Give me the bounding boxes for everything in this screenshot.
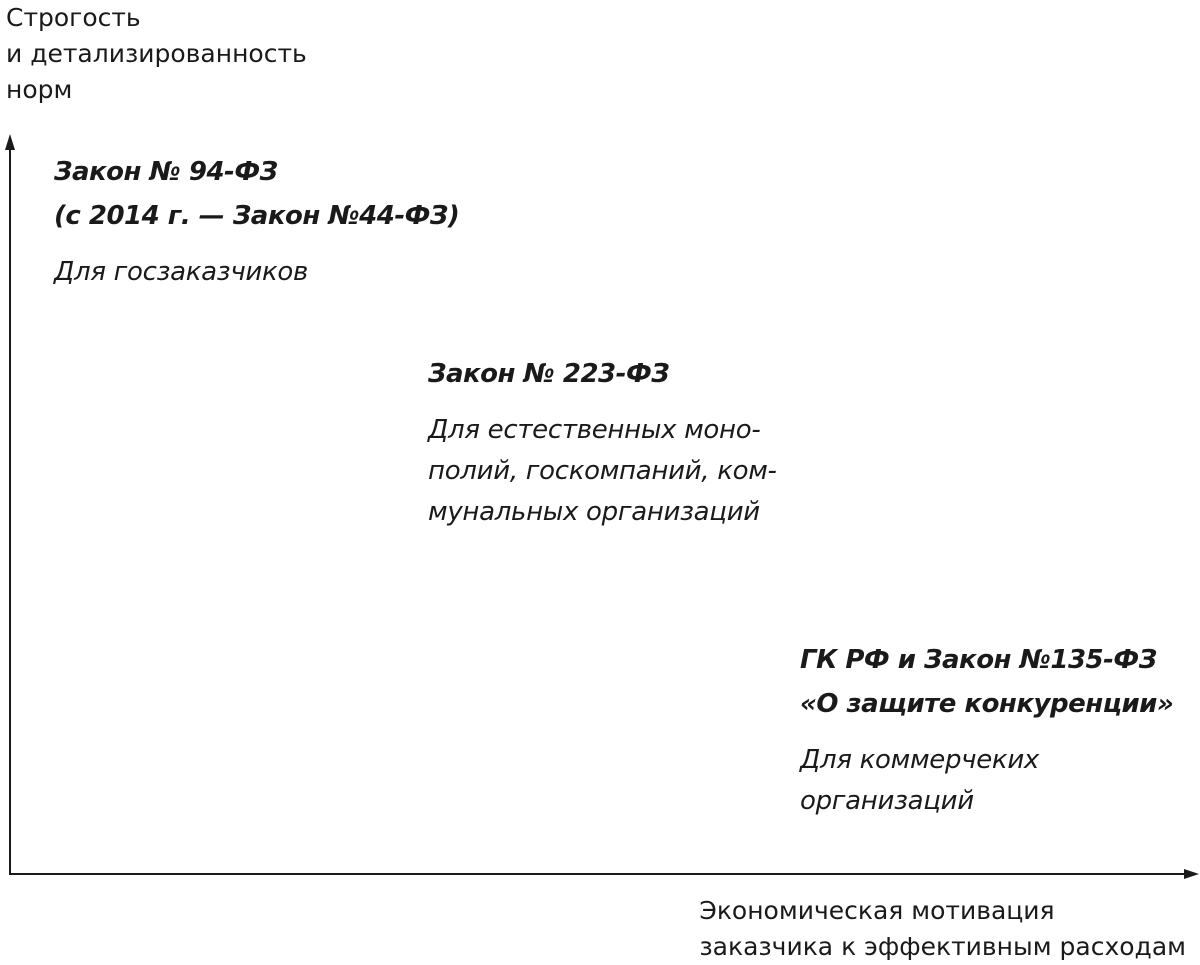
law-block-94fz [54, 150, 459, 293]
y-axis-label-line: норм [6, 75, 73, 104]
law-block-title-line: ГК РФ и Закон №135-ФЗ [800, 645, 1157, 675]
y-axis-label [6, 0, 307, 108]
y-axis-arrow [5, 134, 15, 150]
law-block-title-line: Закон № 223-ФЗ [428, 359, 670, 389]
law-block-title [800, 638, 1173, 726]
law-block-223fz [428, 352, 777, 533]
x-axis-label-line: Экономическая мотивация [699, 896, 1055, 925]
x-axis-label [699, 893, 1186, 965]
law-block-description [800, 740, 1173, 822]
law-block-description-line: мунальных организаций [428, 497, 760, 527]
x-axis-label-line: заказчика к эффективным расходам [699, 932, 1186, 961]
y-axis-label-line: Строгость [6, 3, 141, 32]
law-block-description-line: полий, госкомпаний, ком- [428, 456, 777, 486]
law-block-title-line: (с 2014 г. — Закон №44-ФЗ) [54, 201, 460, 231]
law-block-description-line: Для коммерчеких [800, 745, 1040, 775]
law-block-description-line: организаций [800, 786, 974, 816]
law-block-description-line: Для госзаказчиков [54, 257, 309, 287]
law-block-title [428, 352, 777, 396]
law-block-description-line: Для естественных моно- [428, 415, 761, 445]
law-block-title-line: Закон № 94-ФЗ [54, 157, 278, 187]
law-block-title [54, 150, 459, 238]
x-axis-arrow [1184, 869, 1199, 879]
law-block-description [54, 252, 459, 293]
law-block-gk-135fz [800, 638, 1173, 822]
law-block-title-line: «О защите конкуренции» [800, 689, 1174, 719]
law-block-description [428, 410, 777, 533]
y-axis-label-line: и детализированность [6, 39, 307, 68]
